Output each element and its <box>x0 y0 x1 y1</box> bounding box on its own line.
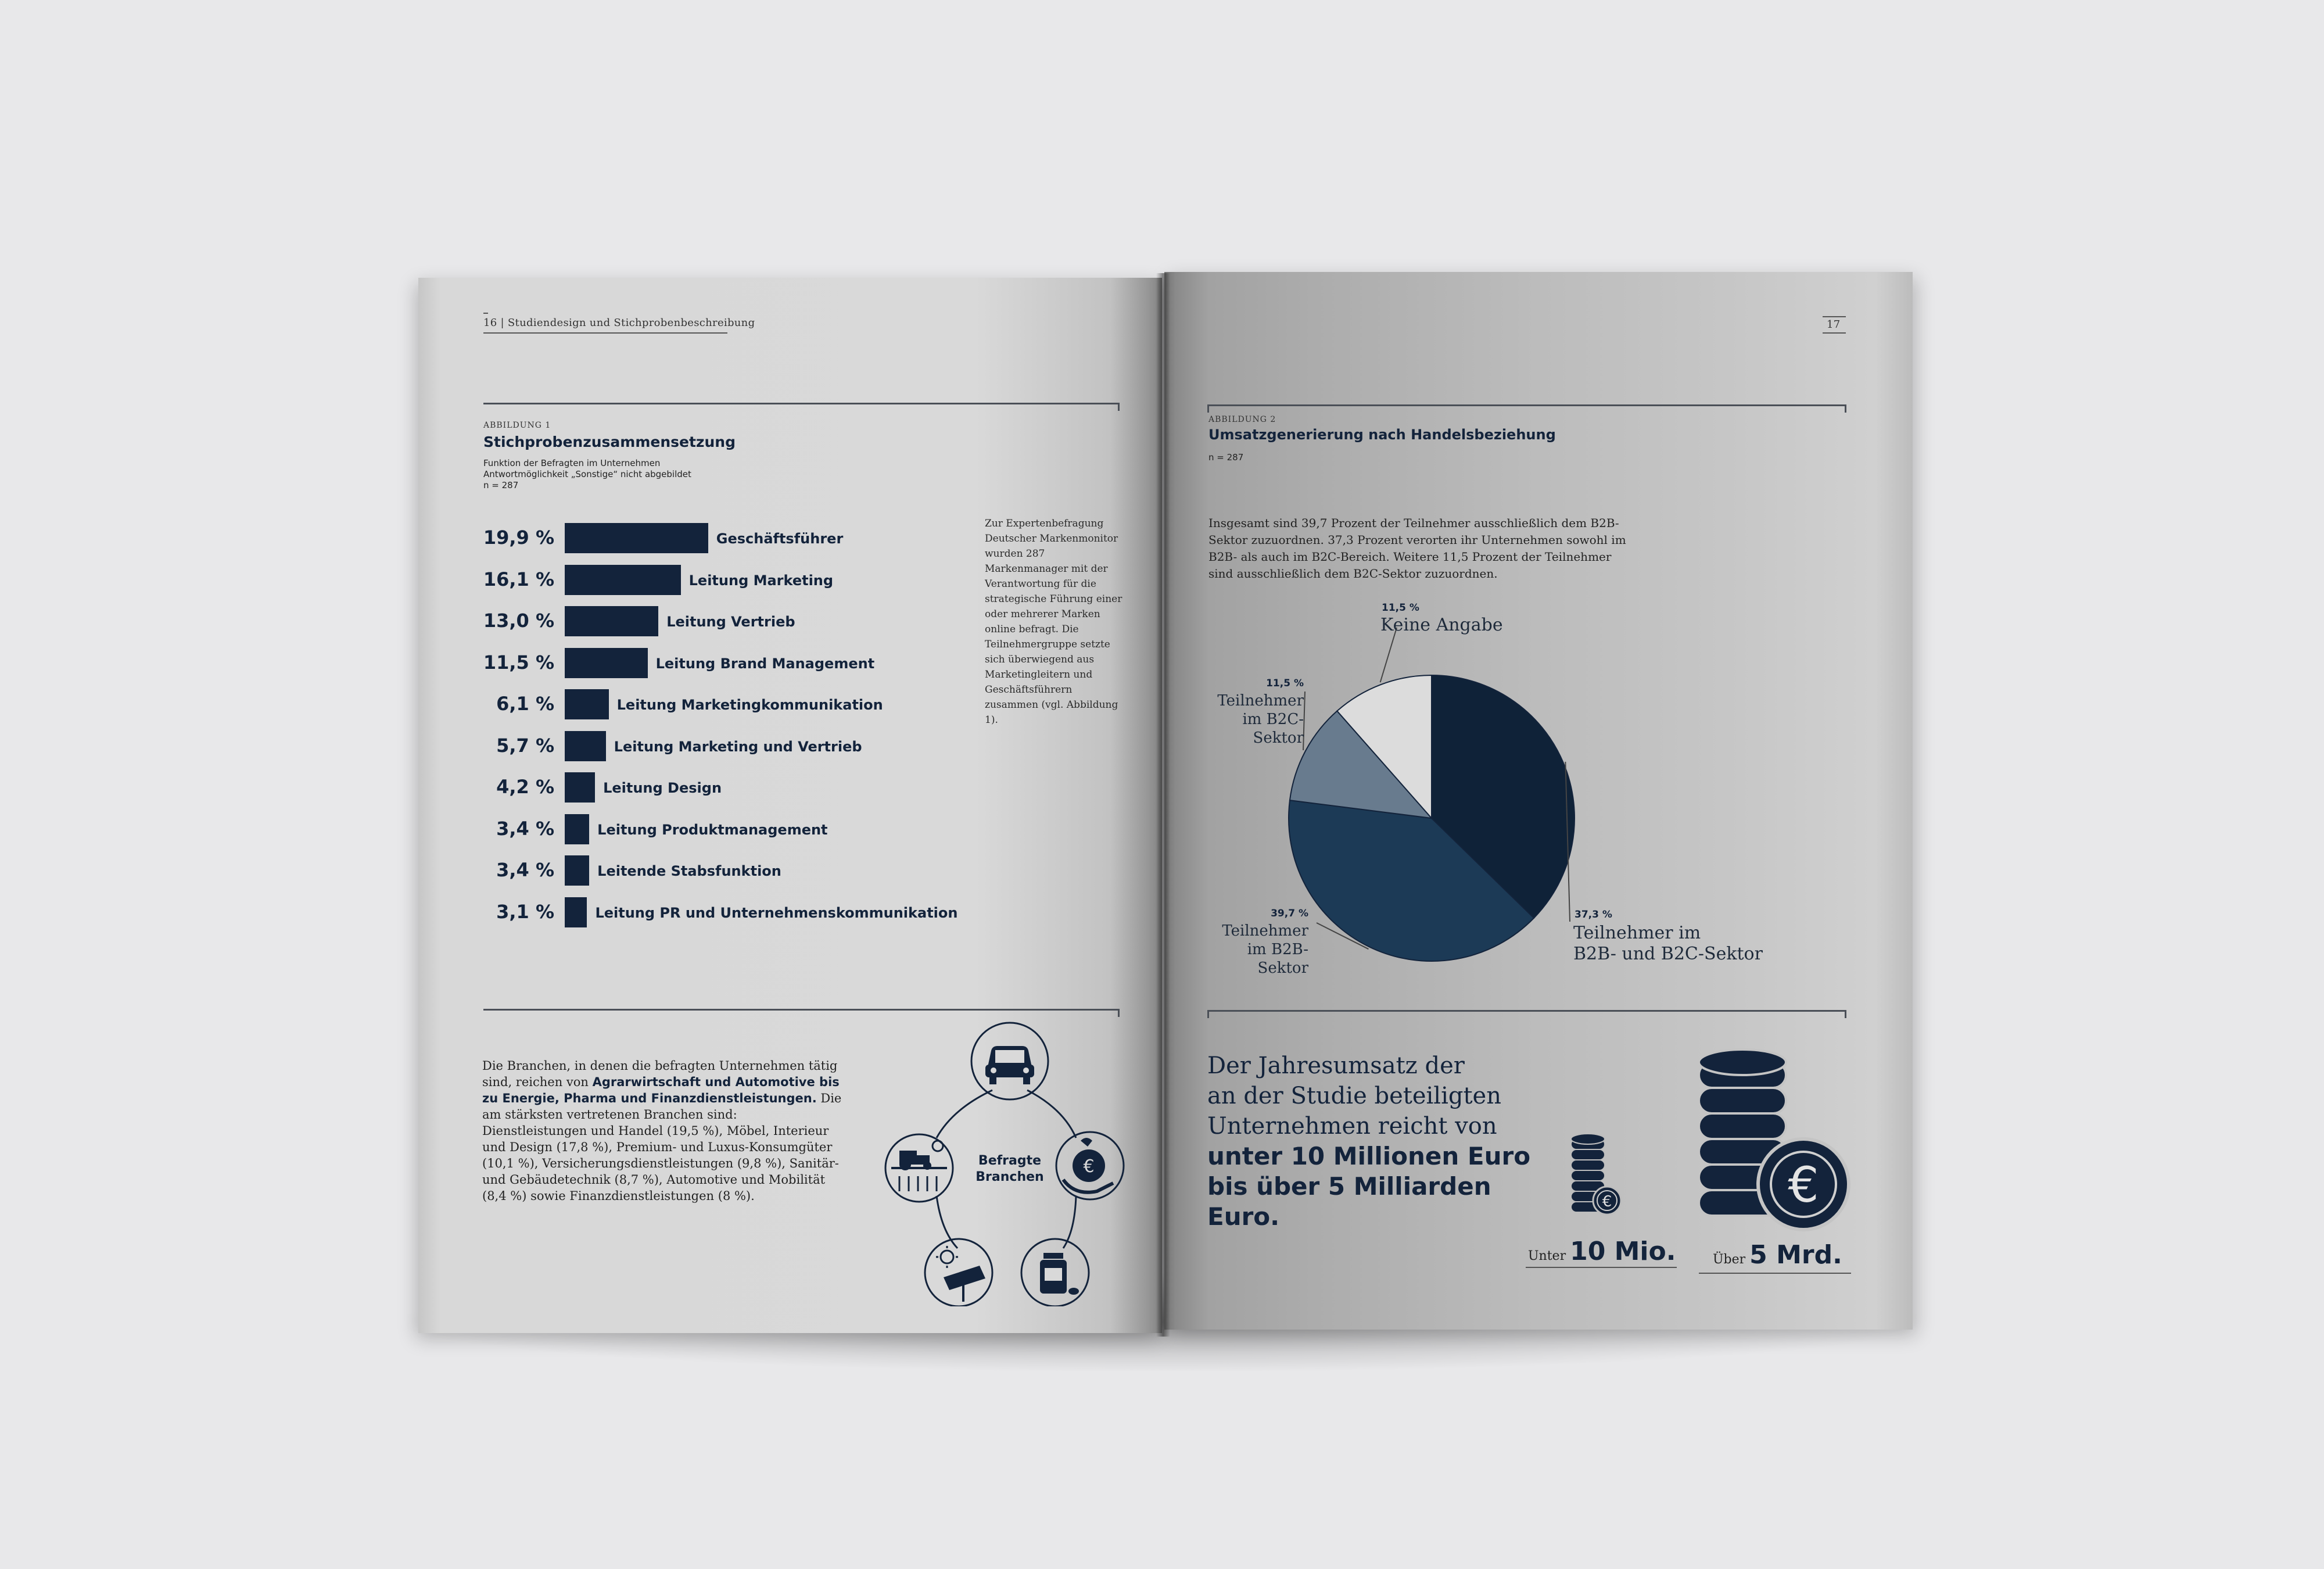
bar-5 <box>565 731 606 761</box>
bar-pct-label-9: 3,1 % <box>496 900 554 923</box>
bar-8 <box>565 855 589 886</box>
pie-label-keine: Keine Angabe <box>1380 615 1503 635</box>
bar-3 <box>565 648 648 678</box>
bar-category-label-0: Geschäftsführer <box>716 531 844 547</box>
car-icon <box>971 1023 1048 1099</box>
industries-diagram <box>883 1022 1139 1306</box>
left-page <box>418 278 1162 1333</box>
figure-2-label: ABBILDUNG 2 <box>1208 415 1276 424</box>
pie-label-b2c <box>1199 692 1304 747</box>
revenue-text-bold1: unter 10 Millionen Euro <box>1207 1142 1531 1170</box>
bar-pct-label-2: 13,0 % <box>483 610 554 632</box>
bar-category-label-2: Leitung Vertrieb <box>666 614 795 630</box>
right-page <box>1164 272 1913 1330</box>
pie-label-keine-pct: 11,5 % <box>1382 602 1419 614</box>
bar-category-label-7: Leitung Produktmanagement <box>597 821 828 838</box>
bar-pct-label-5: 5,7 % <box>496 734 554 757</box>
pie-label-b2b <box>1199 922 1308 977</box>
industries-text-p1: Die Branchen, in denen die befragten Unternehmen tätig sind, reichen von <box>482 1059 838 1089</box>
bar-7 <box>565 814 589 844</box>
bar-4 <box>565 689 609 719</box>
coin-large-rule <box>1699 1273 1851 1274</box>
revenue-rule-tick <box>1207 1010 1209 1018</box>
bar-pct-label-1: 16,1 % <box>483 568 554 590</box>
revenue-rule <box>1207 1010 1846 1012</box>
bar-pct-label-0: 19,9 % <box>483 526 554 549</box>
pie-chart <box>1164 272 1913 969</box>
coin-small-rule <box>1526 1267 1677 1268</box>
revenue-text <box>1207 1051 1533 1232</box>
medicine-icon <box>1021 1239 1089 1306</box>
bar-pct-label-3: 11,5 % <box>483 651 554 674</box>
industries-text-bold: Agrarwirtschaft und Automotive bis zu Energie, Pharma und Finanzdienstleistungen. <box>482 1075 840 1105</box>
figure-2-n: n = 287 <box>1208 452 1244 463</box>
tractor-icon <box>885 1134 953 1202</box>
bar-category-label-5: Leitung Marketing und Vertrieb <box>614 738 862 755</box>
revenue-rule-tick-right <box>1845 1010 1846 1018</box>
pie-label-b2c-line2: im B2C-Sektor <box>1242 711 1304 747</box>
revenue-text-bold3: Euro. <box>1207 1202 1280 1231</box>
bar-category-label-8: Leitende Stabsfunktion <box>597 863 781 879</box>
bar-6 <box>565 772 595 803</box>
bar-pct-label-8: 3,4 % <box>496 859 554 881</box>
connector-top-right <box>1027 1090 1076 1138</box>
industries-text <box>482 1058 842 1204</box>
pie-label-b2b-line2: im B2B-Sektor <box>1247 941 1308 977</box>
pie-label-b2b-pct: 39,7 % <box>1271 908 1308 919</box>
coin-stack-large-icon <box>1693 1045 1862 1237</box>
revenue-text-line1: Der Jahresumsatz der <box>1207 1052 1465 1079</box>
figure-1-label: ABBILDUNG 1 <box>483 421 551 430</box>
coin-large-value: 5 Mrd. <box>1749 1240 1842 1270</box>
bar-category-label-9: Leitung PR und Unternehmenskommunikation <box>595 904 958 921</box>
figure-1-sub-line2: Antwortmöglichkeit „Sonstige“ nicht abgebildet <box>483 469 691 479</box>
bar-pct-label-6: 4,2 % <box>496 776 554 798</box>
pie-label-both-line1: Teilnehmer im <box>1573 923 1701 943</box>
connector-top-left <box>937 1090 992 1138</box>
money-bag-icon <box>1056 1132 1124 1199</box>
figure-1-n: n = 287 <box>483 480 519 490</box>
coin-stack-small-icon <box>1559 1120 1635 1237</box>
side-note: Zur Expertenbefragung Deutscher Markenmonitor wurden 287 Markenmanager mit der Verantwortung für die strategische Führung einer oder mehrerer Marken online befragt. Die Teilnehmergruppe setzte sich überwiegend aus Marketingleitern und Geschäftsführern zusammen (vgl. Abbildung 1). <box>985 518 1122 726</box>
figure-1-sub-line1: Funktion der Befragten im Unternehmen <box>483 458 661 468</box>
page-number: 17 <box>1827 318 1841 331</box>
coin-small-prefix: Unter <box>1528 1249 1566 1263</box>
industries-center-line1: Befragte <box>978 1154 1042 1168</box>
industries-rule-tick <box>1118 1009 1120 1017</box>
book-spine <box>1156 273 1170 1337</box>
solar-panel-icon <box>925 1239 992 1306</box>
bar-0 <box>565 523 708 553</box>
figure-2-intro: Insgesamt sind 39,7 Prozent der Teilnehmer ausschließlich dem B2B-Sektor zuzuordnen. 37,3 Prozent verorten ihr Unternehmen sowohl im B2B- als auch im B2C-Bereich. Weitere 11,5 Prozent der Teilnehmer sind ausschließlich dem B2C-Sektor zuzuordnen. <box>1208 516 1626 581</box>
industries-center-line2: Branchen <box>975 1170 1044 1184</box>
bar-category-label-4: Leitung Marketingkommunikation <box>616 697 883 713</box>
revenue-text-bold2: bis über 5 Milliarden <box>1207 1172 1491 1201</box>
pie-label-both <box>1573 923 1763 965</box>
pie-leader-3 <box>1380 628 1397 682</box>
money-bag-euro: € <box>1083 1156 1095 1177</box>
revenue-text-line2: an der Studie beteiligten <box>1207 1083 1501 1109</box>
pie-label-b2c-line1: Teilnehmer <box>1217 692 1304 710</box>
bar-2 <box>565 606 658 636</box>
pie-label-both-pct: 37,3 % <box>1575 909 1612 920</box>
pie-label-b2c-pct: 11,5 % <box>1266 678 1304 689</box>
figure-2-title: Umsatzgenerierung nach Handelsbeziehung <box>1208 427 1556 443</box>
coin-small-value: 10 Mio. <box>1570 1237 1676 1266</box>
coin-small-euro: € <box>1602 1193 1612 1210</box>
pie-label-b2b-line1: Teilnehmer <box>1222 922 1308 940</box>
bar-1 <box>565 565 681 595</box>
bar-pct-label-4: 6,1 % <box>496 693 554 715</box>
bar-category-label-3: Leitung Brand Management <box>655 655 875 672</box>
pie-label-both-line2: B2B- und B2C-Sektor <box>1573 944 1763 964</box>
bar-9 <box>565 897 587 927</box>
bar-category-label-1: Leitung Marketing <box>688 572 834 589</box>
revenue-text-line3: Unternehmen reicht von <box>1207 1113 1497 1140</box>
coin-small-caption <box>1528 1237 1676 1266</box>
coin-large-prefix: Über <box>1713 1252 1746 1267</box>
bar-pct-label-7: 3,4 % <box>496 817 554 840</box>
industries-text-p2: Die am stärksten vertretenen Branchen sind: Dienstleistungen und Handel (19,5 %), Möbel, Interieur und Design (17,8 %), Premium- und Luxus-Konsumgüter (10,1 %), Versicherungsdienstleistungen (9,8 %), Sanitär- und Gebäudetechnik (8,7 %), Automotive und Mobilität (8,4 %) sowie Finanzdienstleistungen (8 %). <box>482 1091 842 1203</box>
industries-rule <box>483 1009 1120 1011</box>
running-head: 16 | Studiendesign und Stichprobenbeschreibung <box>483 317 755 329</box>
coin-large-euro: € <box>1788 1156 1819 1213</box>
coin-large-caption <box>1713 1240 1842 1270</box>
bar-category-label-6: Leitung Design <box>603 780 722 796</box>
figure-1-title: Stichprobenzusammensetzung <box>483 434 736 450</box>
